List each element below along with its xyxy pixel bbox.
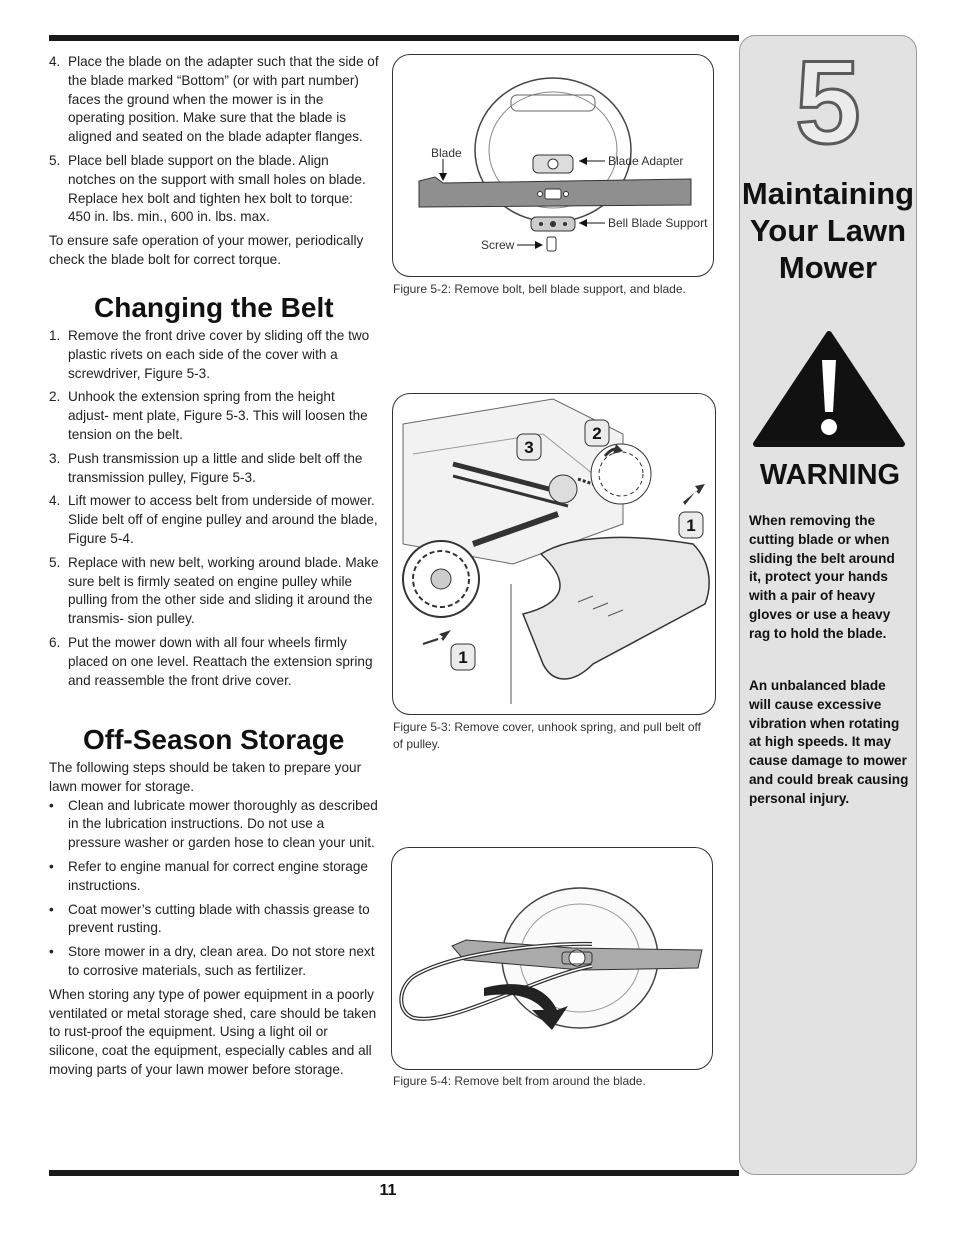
- list-item: [49, 327, 379, 383]
- bullet: •: [49, 901, 54, 917]
- callout-number: 3: [524, 438, 534, 457]
- callout-badge: [679, 512, 703, 538]
- list-text: Replace with new belt, working around blade. Make sure belt is firmly seated on engine pulley while pulling from the other side and sliding it around the transmis- sion pulley.: [68, 554, 379, 627]
- callout-badge: [517, 434, 541, 460]
- storage-intro: The following steps should be taken to prepare your lawn mower for storage.: [49, 760, 362, 794]
- top-rule: [49, 35, 739, 41]
- bullet: •: [49, 797, 54, 813]
- chapter-number: 5: [795, 37, 861, 169]
- list-number: 3.: [49, 450, 61, 466]
- list-text: Clean and lubricate mower thoroughly as described in the lubrication instructions. Do not use a pressure washer or garden hose to clean your unit.: [68, 797, 378, 851]
- bullet: •: [49, 944, 54, 960]
- list-number: 5.: [49, 554, 61, 570]
- list-number: 4.: [49, 493, 61, 509]
- chapter-title-line: Mower: [778, 250, 878, 285]
- chapter-title-line: Your Lawn: [749, 213, 907, 248]
- label-screw: Screw: [481, 238, 515, 252]
- list-number: 4.: [49, 54, 61, 69]
- list-item: [49, 858, 379, 896]
- list-item: [49, 388, 379, 444]
- storage-closing: When storing any type of power equipment in a poorly ventilated or metal storage shed, care should be taken to rust-proof the equipment. Using a light oil or silicone, coat the equipment, especially cables and all moving parts of your lawn mower before storage.: [49, 986, 377, 1077]
- list-text: Coat mower’s cutting blade with chassis grease to prevent rusting.: [68, 901, 370, 936]
- list-text: Push transmission up a little and slide belt off the transmission pulley, Figure 5-3.: [68, 450, 363, 485]
- figure-5-3: [392, 393, 716, 715]
- callout-number: 1: [686, 516, 696, 535]
- list-item: [49, 554, 379, 629]
- list-text: Lift mower to access belt from underside of mower. Slide belt off of engine pulley and around the blade, Figure 5-4.: [68, 493, 378, 546]
- belt-steps-list: [49, 327, 379, 690]
- callout-number: 1: [458, 648, 468, 667]
- list-item: [49, 450, 379, 488]
- list-text: Put the mower down with all four wheels firmly placed on one level. Reattach the extension spring and reassemble the front drive cover.: [68, 634, 373, 688]
- bottom-rule: [49, 1170, 739, 1176]
- list-number: 2.: [49, 389, 61, 405]
- list-number: 6.: [49, 634, 61, 650]
- section-heading-storage: Off-Season Storage: [83, 724, 345, 755]
- figure-5-2: [392, 54, 714, 277]
- chapter-title: [739, 175, 917, 286]
- belt-removal-illustration: [392, 848, 713, 1070]
- blade-note: To ensure safe operation of your mower, periodically check the blade bolt for correct torque.: [49, 233, 364, 267]
- callout-number: 2: [592, 424, 602, 443]
- list-item: [49, 901, 379, 939]
- list-text: Unhook the extension spring from the height adjust- ment plate, Figure 5-3. This will loosen the tension on the belt.: [68, 389, 368, 442]
- figure-caption: Figure 5-3: Remove cover, unhook spring, and pull belt off of pulley.: [393, 720, 701, 751]
- storage-section: [49, 759, 379, 1080]
- figure-caption: Figure 5-4: Remove belt from around the blade.: [393, 1074, 646, 1088]
- blade-steps-list: [49, 53, 379, 270]
- list-number: 1.: [49, 328, 61, 343]
- chapter-title-line: Maintaining: [741, 176, 915, 211]
- list-item: [49, 634, 379, 690]
- bullet: •: [49, 858, 54, 874]
- blade-assembly-illustration: [393, 55, 714, 277]
- label-blade: Blade: [431, 146, 462, 160]
- list-item: [49, 797, 379, 853]
- figure-5-4: [391, 847, 713, 1070]
- warning-text: When removing the cutting blade or when sliding the belt around it, protect your hands with a pair of heavy gloves or use a heavy rag to hold the blade.: [749, 513, 895, 641]
- label-bell-blade-support: Bell Blade Support: [608, 216, 708, 230]
- mower-belt-illustration: [393, 394, 716, 715]
- callout-badge: [585, 420, 609, 446]
- figure-caption: Figure 5-2: Remove bolt, bell blade support, and blade.: [393, 282, 686, 296]
- section-heading-belt: Changing the Belt: [94, 292, 334, 323]
- list-item: [49, 943, 379, 981]
- warning-triangle-icon: [752, 330, 906, 448]
- list-item: [49, 492, 379, 548]
- list-item: [49, 152, 379, 227]
- warning-text: An unbalanced blade will cause excessive vibration when rotating at high speeds. It may cause damage to mower and could break causing personal injury.: [749, 678, 909, 806]
- list-text: Place bell blade support on the blade. Align notches on the support with small holes on blade. Replace hex bolt and tighten hex bolt to torque: 450 in. lbs. min., 600 in. lbs. max.: [68, 152, 366, 225]
- label-blade-adapter: Blade Adapter: [608, 154, 684, 168]
- list-text: Place the blade on the adapter such that the side of the blade marked “Bottom” (or with part number) faces the ground when the mower is in the operating position. Make sure that the blade is aligned and seated on the blade adapter flanges.: [68, 54, 379, 145]
- page-number: 11: [379, 1182, 397, 1199]
- list-text: Store mower in a dry, clean area. Do not store next to corrosive materials, such as fertilizer.: [68, 944, 375, 978]
- list-text: Remove the front drive cover by sliding off the two plastic rivets on each side of the cover with a screwdriver, Figure 5-3.: [68, 328, 370, 381]
- callout-badge: [451, 644, 475, 670]
- warning-heading: WARNING: [759, 459, 901, 491]
- list-number: 5.: [49, 152, 61, 168]
- list-text: Refer to engine manual for correct engine storage instructions.: [68, 858, 368, 893]
- list-item: [49, 53, 379, 147]
